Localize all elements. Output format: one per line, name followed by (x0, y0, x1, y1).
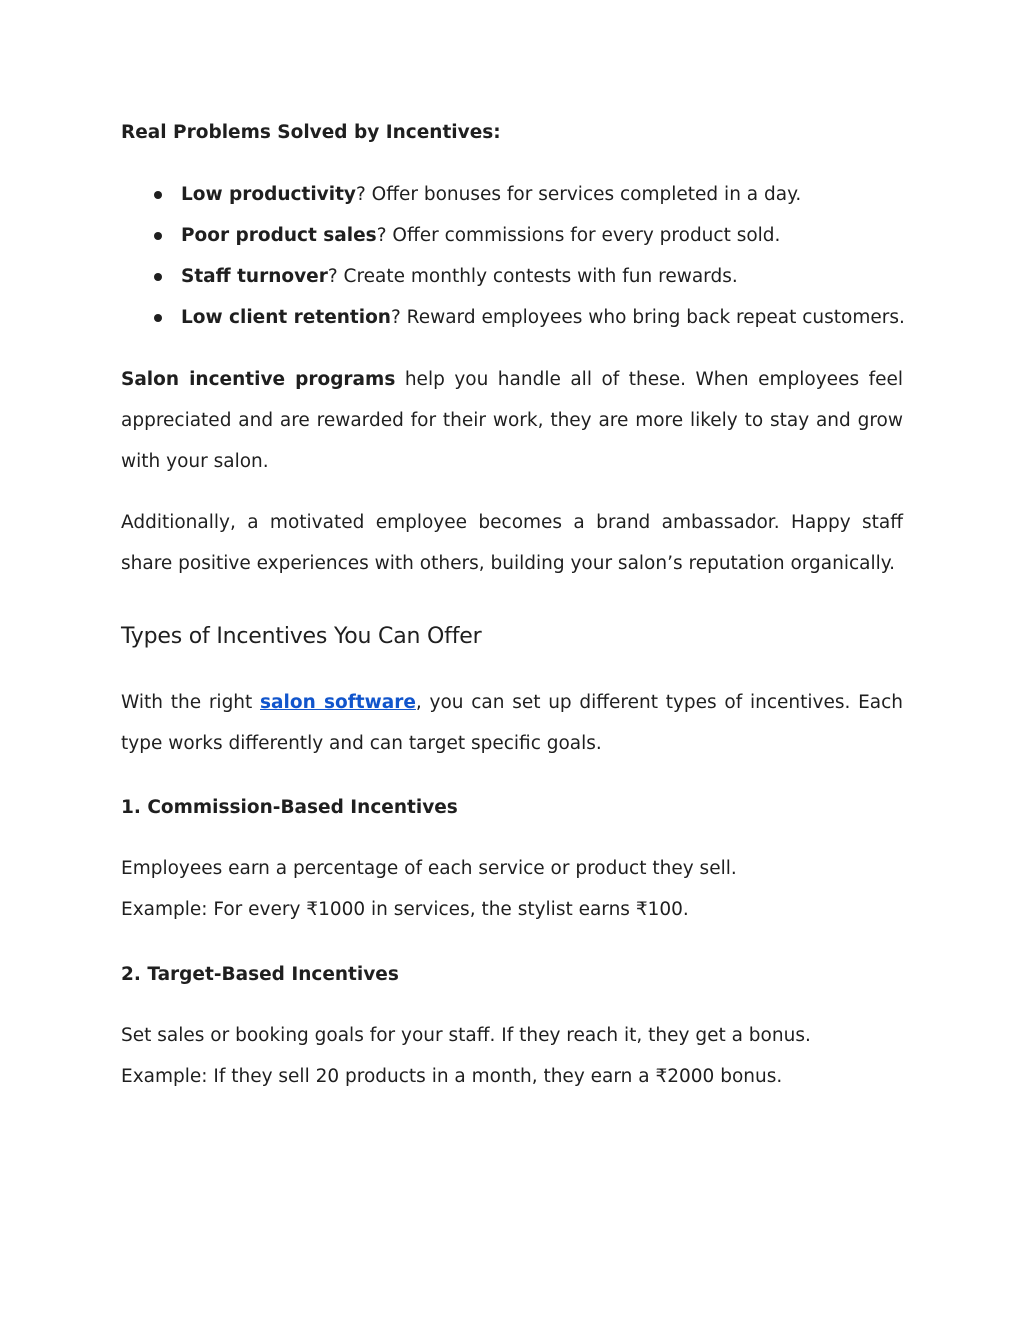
target-description: Set sales or booking goals for your staff. If they reach it, they get a bonus. (121, 1025, 811, 1046)
bullet-icon (154, 273, 162, 281)
list-item (121, 222, 905, 263)
list-item-bold: Low client retention (181, 307, 391, 328)
intro-text-after: , you can set up different types of incentives. Each type works differently and can target specific goals. (121, 692, 903, 754)
bullet-icon (154, 232, 162, 240)
subheading-target: 2. Target-Based Incentives (121, 964, 399, 985)
list-item-text: ? Reward employees who bring back repeat customers. (390, 307, 905, 328)
problems-list (121, 181, 905, 345)
bullet-icon (154, 314, 162, 322)
commission-description: Employees earn a percentage of each service or product they sell. (121, 858, 737, 879)
intro-text-before: With the right (121, 692, 261, 713)
list-item (121, 304, 905, 345)
list-item-bold: Low productivity (181, 184, 356, 205)
list-item-text: ? Offer commissions for every product sold. (376, 225, 781, 246)
brand-ambassador-paragraph: Additionally, a motivated employee becomes a brand ambassador. Happy staff share positive experiences with others, building your salon’s reputation organically. (121, 512, 903, 574)
section-heading-problems: Real Problems Solved by Incentives: (121, 122, 501, 143)
section-heading-types: Types of Incentives You Can Offer (121, 624, 482, 649)
bullet-icon (154, 191, 162, 199)
paragraph-bold-lead: Salon incentive programs (121, 369, 396, 390)
paragraph-text: help you handle all of these. When employees feel appreciated and are rewarded for their work, they are more likely to stay and grow with your salon. (121, 369, 903, 472)
incentive-programs-paragraph (121, 359, 903, 482)
list-item (121, 263, 905, 304)
list-item-bold: Poor product sales (181, 225, 377, 246)
types-intro-paragraph (121, 682, 903, 764)
target-example: Example: If they sell 20 products in a month, they earn a ₹2000 bonus. (121, 1066, 783, 1087)
commission-example: Example: For every ₹1000 in services, the stylist earns ₹100. (121, 899, 689, 920)
subheading-commission: 1. Commission-Based Incentives (121, 797, 458, 818)
list-item-bold: Staff turnover (181, 266, 328, 287)
list-item-text: ? Create monthly contests with fun rewards. (327, 266, 738, 287)
list-item (121, 181, 905, 222)
salon-software-link[interactable]: salon software (260, 692, 416, 713)
list-item-text: ? Offer bonuses for services completed in a day. (355, 184, 802, 205)
